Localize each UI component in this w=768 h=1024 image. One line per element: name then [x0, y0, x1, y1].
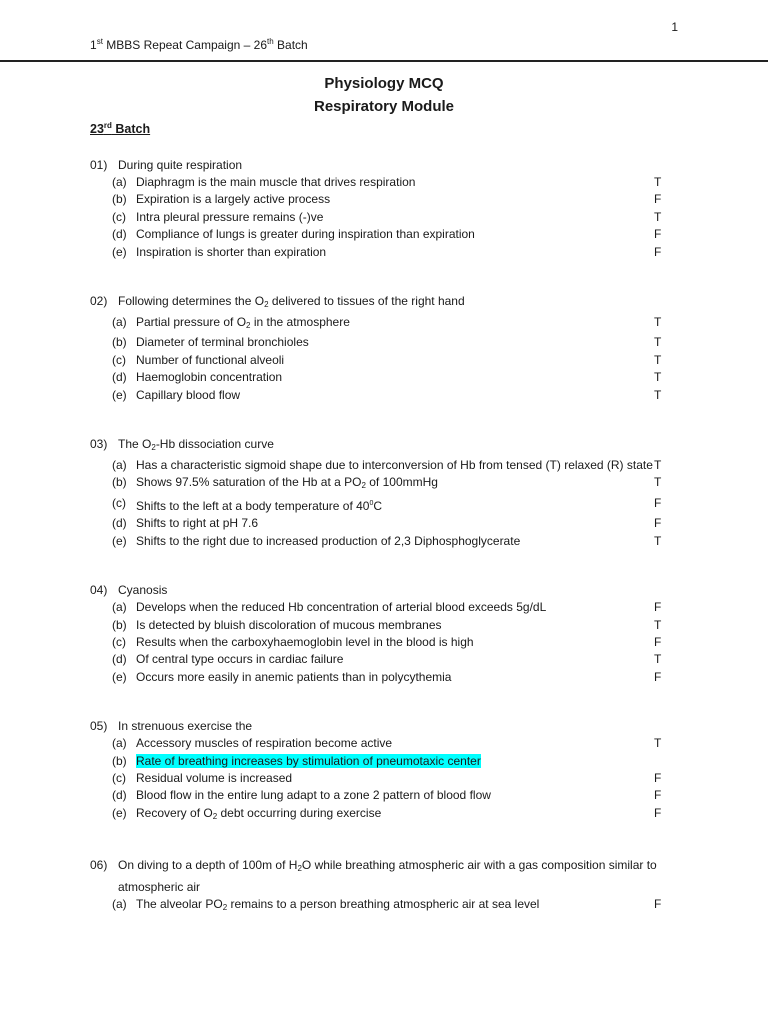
answer-mark: F [654, 244, 662, 259]
option-row [0, 770, 768, 787]
option-letter: (d) [112, 227, 127, 242]
option-letter: (e) [112, 387, 127, 402]
option-text: Blood flow in the entire lung adapt to a zone 2 pattern of blood flow [136, 788, 491, 803]
option-row [0, 617, 768, 634]
option-text: The alveolar $PO_2$ remains to a person breathing atmospheric air at sea level [136, 897, 540, 913]
batch-heading: 23rd Batch [90, 121, 151, 137]
option-text: Shows 97.5% saturation of the Hb at a $PO_2$ of 100mmHg [136, 475, 438, 491]
question-stem [0, 156, 768, 174]
option-row [0, 314, 768, 334]
answer-mark: F [654, 770, 662, 785]
question-text: On diving to a depth of 100m of $H_2O$ while breathing atmospheric air with a gas composition similar to atmospheric air [118, 858, 657, 895]
option-row [0, 651, 768, 668]
question-text: The $O_2-Hb$ dissociation curve [118, 437, 274, 453]
option-text: Shifts to the right due to increased production of 2,3 Diphosphoglycerate [136, 533, 521, 548]
option-letter: (d) [112, 788, 127, 803]
answer-mark: F [654, 669, 662, 684]
option-row [0, 474, 768, 494]
question-text: During quite respiration [118, 158, 243, 172]
title-block [0, 72, 768, 118]
option-row [0, 669, 768, 686]
question-stem [0, 856, 768, 896]
option-row [0, 352, 768, 369]
option-letter: (c) [112, 209, 126, 224]
option-letter: (e) [112, 669, 127, 684]
question-2 [0, 292, 768, 404]
option-text: Shifts to the left at a body temperature of $40^0C$ [136, 498, 383, 513]
option-text: Develops when the reduced Hb concentration of arterial blood exceeds 5g/dL [136, 600, 547, 615]
question-number: 06) [90, 858, 108, 873]
option-letter: (c) [112, 352, 126, 367]
answer-mark: T [654, 175, 662, 189]
option-text: Residual volume is increased [136, 770, 293, 785]
option-row [0, 226, 768, 243]
question-number: 01) [90, 158, 108, 172]
option-letter: (a) [112, 175, 127, 189]
option-row [0, 457, 768, 474]
option-text: Diameter of terminal bronchioles [136, 335, 309, 350]
answer-mark: T [654, 335, 662, 350]
answer-mark: T [654, 736, 662, 751]
answer-mark: T [654, 652, 662, 667]
option-row [0, 805, 768, 825]
option-text: Accessory muscles of respiration become active [136, 736, 393, 751]
answer-mark: T [654, 617, 662, 632]
question-number: 03) [90, 437, 108, 452]
question-3 [0, 435, 768, 550]
option-row [0, 191, 768, 208]
answer-mark: F [654, 192, 662, 207]
page-number: 1 [671, 20, 678, 34]
question-number: 02) [90, 294, 108, 309]
answer-mark: T [654, 370, 662, 385]
option-letter: (b) [112, 617, 127, 632]
option-text: Results when the carboxyhaemoglobin level in the blood is high [136, 634, 474, 649]
answer-mark: F [654, 227, 662, 242]
option-row [0, 753, 768, 770]
answer-mark [654, 753, 674, 770]
option-text: Diaphragm is the main muscle that drives respiration [136, 175, 416, 189]
question-4 [0, 581, 768, 686]
option-letter: (e) [112, 244, 127, 259]
question-stem [0, 292, 768, 314]
highlighted-text: Rate of breathing increases by stimulation of pneumotaxic center [136, 753, 481, 768]
option-row [0, 735, 768, 752]
question-stem [0, 581, 768, 599]
option-text: Number of functional alveoli [136, 352, 285, 367]
option-text: Haemoglobin concentration [136, 370, 283, 385]
answer-mark: F [654, 600, 662, 615]
question-text: Cyanosis [118, 583, 168, 598]
option-letter: (e) [112, 533, 127, 548]
option-letter: (c) [112, 634, 126, 649]
question-stem [0, 717, 768, 735]
option-letter: (a) [112, 897, 127, 912]
option-letter: (b) [112, 475, 127, 490]
option-text: Intra pleural pressure remains (-)ve [136, 209, 324, 224]
option-row [0, 334, 768, 351]
answer-mark: T [654, 475, 662, 490]
question-1 [0, 156, 768, 261]
option-text: Recovery of $O_2$ debt occurring during exercise [136, 805, 382, 821]
answer-mark: T [654, 352, 662, 367]
option-text: Shifts to right at pH 7.6 [136, 516, 259, 531]
option-letter: (e) [112, 805, 127, 820]
answer-mark: T [654, 458, 662, 473]
question-text: In strenuous exercise the [118, 719, 253, 734]
option-letter: (b) [112, 335, 127, 350]
answer-mark: F [654, 516, 662, 531]
option-text: Expiration is a largely active process [136, 192, 331, 207]
option-text: Capillary blood flow [136, 387, 241, 402]
answer-mark: F [654, 805, 662, 820]
option-letter: (a) [112, 736, 127, 751]
answer-mark: T [654, 209, 662, 224]
option-letter: (c) [112, 770, 126, 785]
option-letter: (a) [112, 315, 127, 330]
option-row [0, 634, 768, 651]
answer-mark: T [654, 533, 662, 548]
option-text: Occurs more easily in anemic patients than in polycythemia [136, 669, 452, 684]
option-text: Has a characteristic sigmoid shape due to interconversion of Hb from tensed (T) relaxed (R) state [136, 458, 653, 473]
option-letter: (c) [112, 495, 126, 510]
option-text: Partial pressure of $O_2$ in the atmosphere [136, 315, 350, 331]
answer-mark: F [654, 495, 662, 510]
option-letter: (a) [112, 600, 127, 615]
option-row [0, 495, 768, 515]
question-list [0, 156, 768, 948]
option-letter: (d) [112, 652, 127, 667]
answer-mark: T [654, 387, 662, 402]
answer-mark: F [654, 788, 662, 803]
header-divider [0, 60, 768, 62]
page-subtitle: Respiratory Module [313, 98, 455, 115]
question-stem [0, 435, 768, 457]
question-5 [0, 717, 768, 825]
option-letter: (a) [112, 458, 127, 473]
option-row [0, 787, 768, 804]
option-text: Compliance of lungs is greater during inspiration than expiration [136, 227, 475, 242]
option-row [0, 533, 768, 550]
page-title: Physiology MCQ [324, 75, 444, 92]
answer-mark: F [654, 897, 662, 912]
option-text: Inspiration is shorter than expiration [136, 244, 327, 259]
option-row [0, 896, 768, 916]
option-row [0, 369, 768, 386]
option-row [0, 599, 768, 616]
option-letter: (b) [112, 192, 127, 207]
option-letter: (b) [112, 753, 127, 768]
option-letter: (d) [112, 370, 127, 385]
option-row [0, 209, 768, 226]
option-row [0, 174, 768, 191]
question-number: 05) [90, 719, 108, 734]
question-number: 04) [90, 583, 108, 598]
answer-mark: F [654, 634, 662, 649]
answer-mark: T [654, 315, 662, 330]
question-6 [0, 856, 768, 916]
option-row [0, 244, 768, 261]
option-text: Of central type occurs in cardiac failure [136, 652, 344, 667]
option-letter: (d) [112, 516, 127, 531]
running-header: 1st MBBS Repeat Campaign – 26th Batch [90, 37, 308, 52]
option-row [0, 387, 768, 404]
option-text [136, 753, 656, 770]
option-text: Is detected by bluish discoloration of mucous membranes [136, 617, 442, 632]
option-row [0, 515, 768, 532]
question-text: Following determines the $O_2$ delivered to tissues of the right hand [118, 294, 465, 310]
